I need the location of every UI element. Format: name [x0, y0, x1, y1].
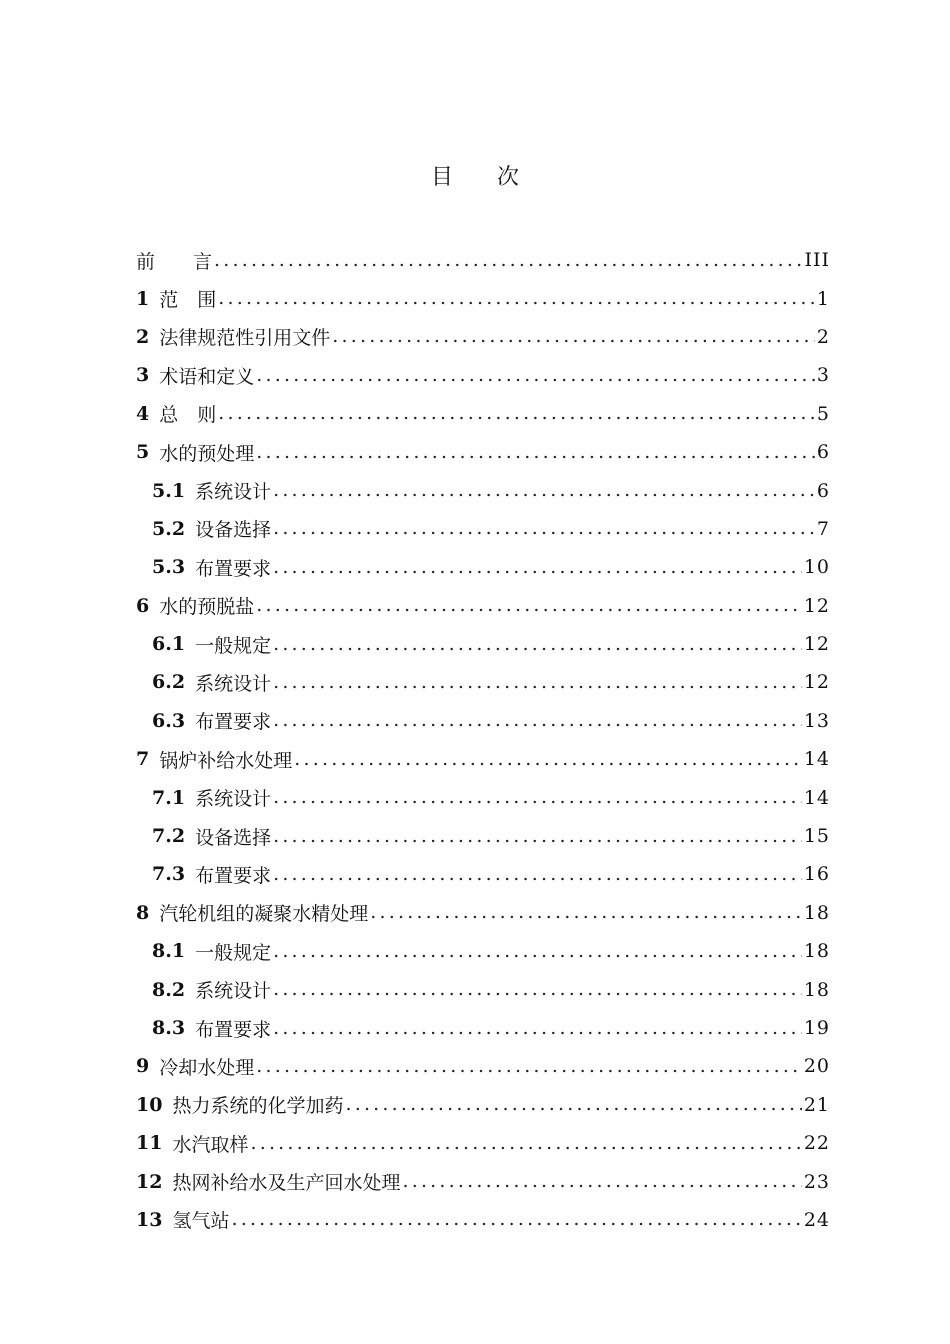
toc-entry-number: 7	[136, 748, 150, 771]
toc-entry-page: 2	[816, 325, 830, 348]
toc-entry[interactable]	[136, 1162, 830, 1200]
toc-entry[interactable]	[136, 471, 830, 509]
toc-entry-label: 设备选择	[195, 519, 272, 542]
toc-dot-leader	[273, 980, 802, 999]
toc-entry-page: 22	[803, 1132, 830, 1155]
toc-entry-page: 6	[816, 479, 830, 502]
toc-entry-page: 19	[803, 1017, 830, 1039]
toc-entry[interactable]	[136, 1124, 830, 1162]
toc-entry-label: 布置要求	[195, 1018, 272, 1041]
toc-entry[interactable]	[136, 778, 830, 816]
toc-entry-label: 前 言	[136, 250, 213, 273]
title-right-char: 次	[497, 165, 520, 190]
toc-entry-label: 设备选择	[195, 826, 272, 849]
toc-entry[interactable]	[136, 279, 830, 317]
toc-dot-leader	[256, 366, 815, 385]
toc-dot-leader	[218, 289, 815, 308]
toc-entry-page: 24	[803, 1208, 830, 1231]
toc-entry-number: 4	[136, 402, 150, 425]
toc-entry-number: 6.3	[152, 709, 186, 732]
toc-entry-label: 总 则	[159, 404, 217, 427]
toc-entry-page: 10	[803, 556, 830, 579]
toc-entry-page: 6	[816, 441, 830, 464]
toc-entry-number: 5.2	[152, 517, 186, 540]
toc-entry-label: 布置要求	[195, 711, 272, 734]
toc-entry-label: 锅炉补给水处理	[159, 749, 293, 772]
toc-entry-number: 7.2	[152, 825, 186, 848]
toc-dot-leader	[273, 635, 802, 654]
toc-dot-leader	[214, 251, 802, 270]
toc-dot-leader	[273, 788, 802, 807]
toc-entry-label: 氢气站	[172, 1210, 230, 1233]
toc-entry-page: 16	[803, 863, 830, 886]
toc-entry-number: 10	[136, 1093, 163, 1116]
toc-entry-label: 系统设计	[195, 481, 272, 504]
toc-entry-label: 系统设计	[195, 788, 272, 811]
toc-entry[interactable]	[136, 855, 830, 893]
toc-entry[interactable]	[136, 702, 830, 740]
toc-entry-number: 1	[136, 287, 150, 310]
toc-dot-leader	[273, 673, 802, 692]
title-left-char: 目	[430, 165, 453, 190]
toc-entry-number: 8	[136, 901, 150, 924]
page-title	[0, 160, 950, 191]
toc-entry-page: 15	[803, 825, 830, 848]
toc-entry-number: 6.1	[152, 633, 186, 656]
toc-entry-label: 术语和定义	[159, 365, 255, 388]
toc-dot-leader	[273, 519, 815, 538]
toc-entry-label: 范 围	[159, 289, 217, 312]
toc-entry-page: 12	[803, 671, 830, 694]
toc-entry-number: 12	[136, 1170, 163, 1193]
toc-entry[interactable]	[136, 395, 830, 433]
toc-dot-leader	[273, 942, 802, 961]
toc-entry-label: 热网补给水及生产回水处理	[172, 1172, 401, 1195]
toc-entry-page: III	[804, 249, 830, 272]
toc-entry-page: 13	[803, 709, 830, 732]
toc-entry[interactable]	[136, 932, 830, 970]
toc-entry-page: 23	[803, 1170, 830, 1193]
toc-entry-number: 6	[136, 594, 150, 617]
toc-entry-number: 11	[136, 1132, 163, 1155]
toc-entry[interactable]	[136, 740, 830, 778]
toc-entry-page: 18	[803, 940, 830, 963]
toc-dot-leader	[250, 1134, 801, 1153]
toc-entry-label: 一般规定	[195, 634, 272, 657]
toc-entry-page: 12	[803, 633, 830, 656]
toc-entry-label: 一般规定	[195, 941, 272, 964]
toc-entry-page: 18	[803, 901, 830, 924]
toc-entry[interactable]	[136, 894, 830, 932]
toc-dot-leader	[402, 1172, 801, 1191]
toc-entry[interactable]	[136, 241, 830, 279]
toc-entry-label: 水的预处理	[159, 442, 255, 465]
toc-dot-leader	[332, 327, 815, 346]
toc-entry-label: 系统设计	[195, 980, 272, 1003]
toc-entry-number: 8.2	[152, 978, 186, 1001]
toc-entry[interactable]	[136, 433, 830, 471]
toc-entry-number: 3	[136, 364, 150, 387]
toc-entry-label: 热力系统的化学加药	[172, 1095, 344, 1118]
toc-entry-label: 水汽取样	[172, 1133, 249, 1156]
toc-entry[interactable]	[136, 1086, 830, 1124]
toc-entry-page: 7	[816, 517, 830, 540]
toc-entry-label: 水的预脱盐	[159, 596, 255, 619]
toc-entry[interactable]	[136, 1201, 830, 1239]
toc-entry-number: 7.1	[152, 786, 186, 809]
toc-entry-number: 9	[136, 1055, 150, 1078]
toc-entry-label: 汽轮机组的凝聚水精处理	[159, 903, 369, 926]
table-of-contents	[136, 241, 830, 1239]
toc-entry-number: 5	[136, 441, 150, 464]
toc-entry[interactable]	[136, 548, 830, 586]
toc-entry-label: 布置要求	[195, 557, 272, 580]
toc-entry[interactable]	[136, 356, 830, 394]
toc-dot-leader	[273, 1019, 802, 1038]
toc-entry-page: 3	[816, 364, 830, 387]
toc-entry-number: 8.1	[152, 940, 186, 963]
toc-entry[interactable]	[136, 1009, 830, 1047]
toc-dot-leader	[273, 827, 802, 846]
toc-entry-number: 5.3	[152, 556, 186, 579]
toc-entry-number: 13	[136, 1208, 163, 1231]
toc-entry-page: 5	[816, 402, 830, 425]
toc-entry-page: 21	[803, 1093, 830, 1116]
toc-dot-leader	[273, 481, 815, 500]
toc-entry-number: 2	[136, 325, 150, 348]
toc-entry[interactable]	[136, 587, 830, 625]
toc-entry-number: 8.3	[152, 1017, 186, 1039]
toc-entry-page: 18	[803, 978, 830, 1001]
toc-entry[interactable]	[136, 970, 830, 1008]
toc-entry-page: 12	[803, 594, 830, 617]
toc-dot-leader	[256, 596, 802, 615]
toc-dot-leader	[218, 404, 815, 423]
toc-dot-leader	[273, 711, 802, 730]
toc-dot-leader	[256, 443, 815, 462]
toc-dot-leader	[370, 903, 802, 922]
toc-dot-leader	[256, 1057, 802, 1076]
toc-dot-leader	[273, 865, 802, 884]
toc-dot-leader	[273, 558, 802, 577]
toc-entry-page: 14	[803, 786, 830, 809]
toc-entry-label: 冷却水处理	[159, 1056, 255, 1079]
toc-dot-leader	[294, 750, 802, 769]
toc-entry-number: 5.1	[152, 479, 186, 502]
toc-dot-leader	[345, 1095, 801, 1114]
toc-entry[interactable]	[136, 1047, 830, 1085]
toc-dot-leader	[231, 1210, 801, 1229]
toc-entry[interactable]	[136, 663, 830, 701]
toc-entry-label: 系统设计	[195, 672, 272, 695]
toc-entry-page: 14	[803, 748, 830, 771]
toc-entry-number: 6.2	[152, 671, 186, 694]
toc-entry-page: 1	[816, 287, 830, 310]
toc-entry[interactable]	[136, 318, 830, 356]
toc-entry[interactable]	[136, 625, 830, 663]
toc-entry[interactable]	[136, 817, 830, 855]
toc-entry-label: 布置要求	[195, 864, 272, 887]
toc-entry[interactable]	[136, 510, 830, 548]
toc-entry-page: 20	[803, 1055, 830, 1078]
toc-entry-number: 7.3	[152, 863, 186, 886]
toc-entry-label: 法律规范性引用文件	[159, 327, 331, 350]
